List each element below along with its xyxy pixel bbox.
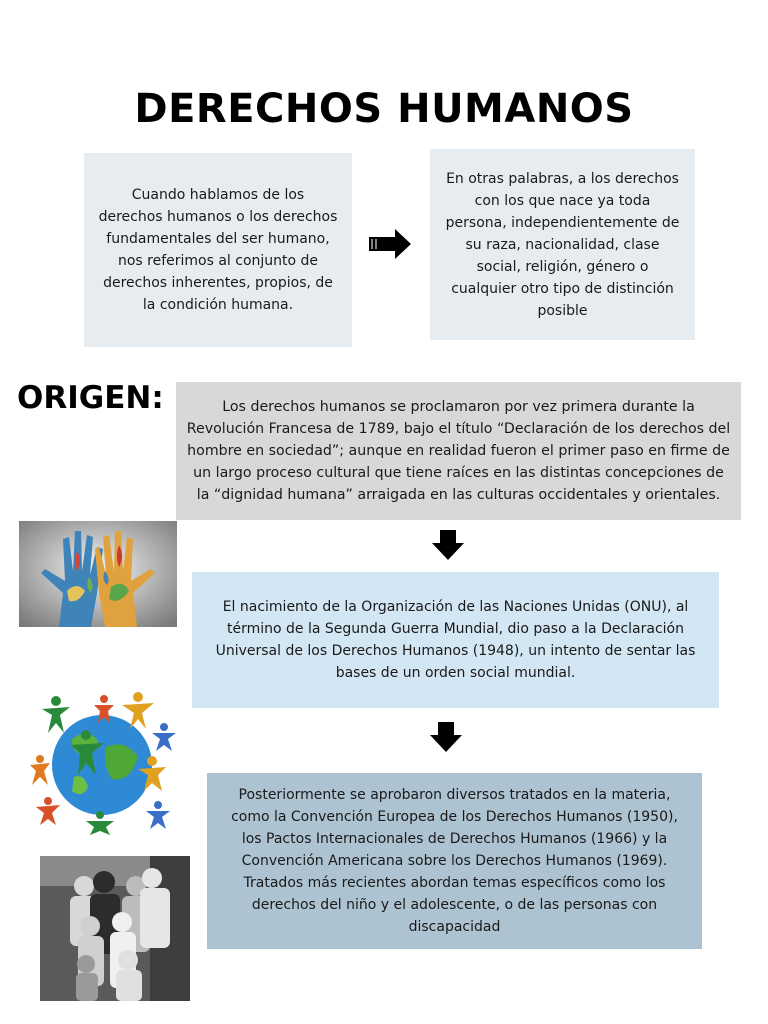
- family-photo-image: [40, 856, 190, 1001]
- arrow-down-icon: [429, 721, 463, 753]
- origin-label: ORIGEN:: [17, 380, 164, 416]
- treaties-box: [207, 773, 702, 949]
- page-title: DERECHOS HUMANOS: [134, 86, 634, 132]
- other-words-text: En otras palabras, a los derechos con los que nace ya toda persona, independientemente de su raza, nacionalidad, clase social, religión, género o cualquier otro tipo de distinción posible: [445, 170, 680, 319]
- origin-box: [176, 382, 741, 520]
- origin-text: Los derechos humanos se proclamaron por vez primera durante la Revolución Francesa de 1789, bajo el título “Declaración de los derechos del hombre en sociedad”; aunque en realidad fueron el primer paso en firme de un largo proceso cultural que tiene raíces en las distintas concepciones de la “dignidad humana” arraigada en las culturas occidentales y orientales.: [186, 399, 731, 503]
- intro-text: Cuando hablamos de los derechos humanos o los derechos fundamentales del ser humano, nos referimos al conjunto de derechos inherentes, propios, de la condición humana.: [98, 187, 338, 313]
- arrow-right-icon: [367, 227, 413, 261]
- globe-people-image: [26, 687, 178, 835]
- onu-box: [192, 572, 719, 708]
- treaties-text: Posteriormente se aprobaron diversos tratados en la materia, como la Convención Europea de los Derechos Humanos (1950), los Pactos Internacionales de Derechos Humanos (1966) y la Convención Americana sobre los Derechos Humanos (1969). Tratados más recientes abordan temas específicos como los derechos del niño y el adolescente, o de las personas con discapacidad: [231, 787, 678, 935]
- other-words-box: [430, 149, 695, 340]
- arrow-down-icon: [431, 529, 465, 561]
- onu-text: El nacimiento de la Organización de las Naciones Unidas (ONU), al término de la Segunda Guerra Mundial, dio paso a la Declaración Universal de los Derechos Humanos (1948), un intento de sentar las bases de un orden social mundial.: [215, 599, 696, 681]
- painted-hands-image: [19, 521, 177, 627]
- intro-box: [84, 153, 352, 347]
